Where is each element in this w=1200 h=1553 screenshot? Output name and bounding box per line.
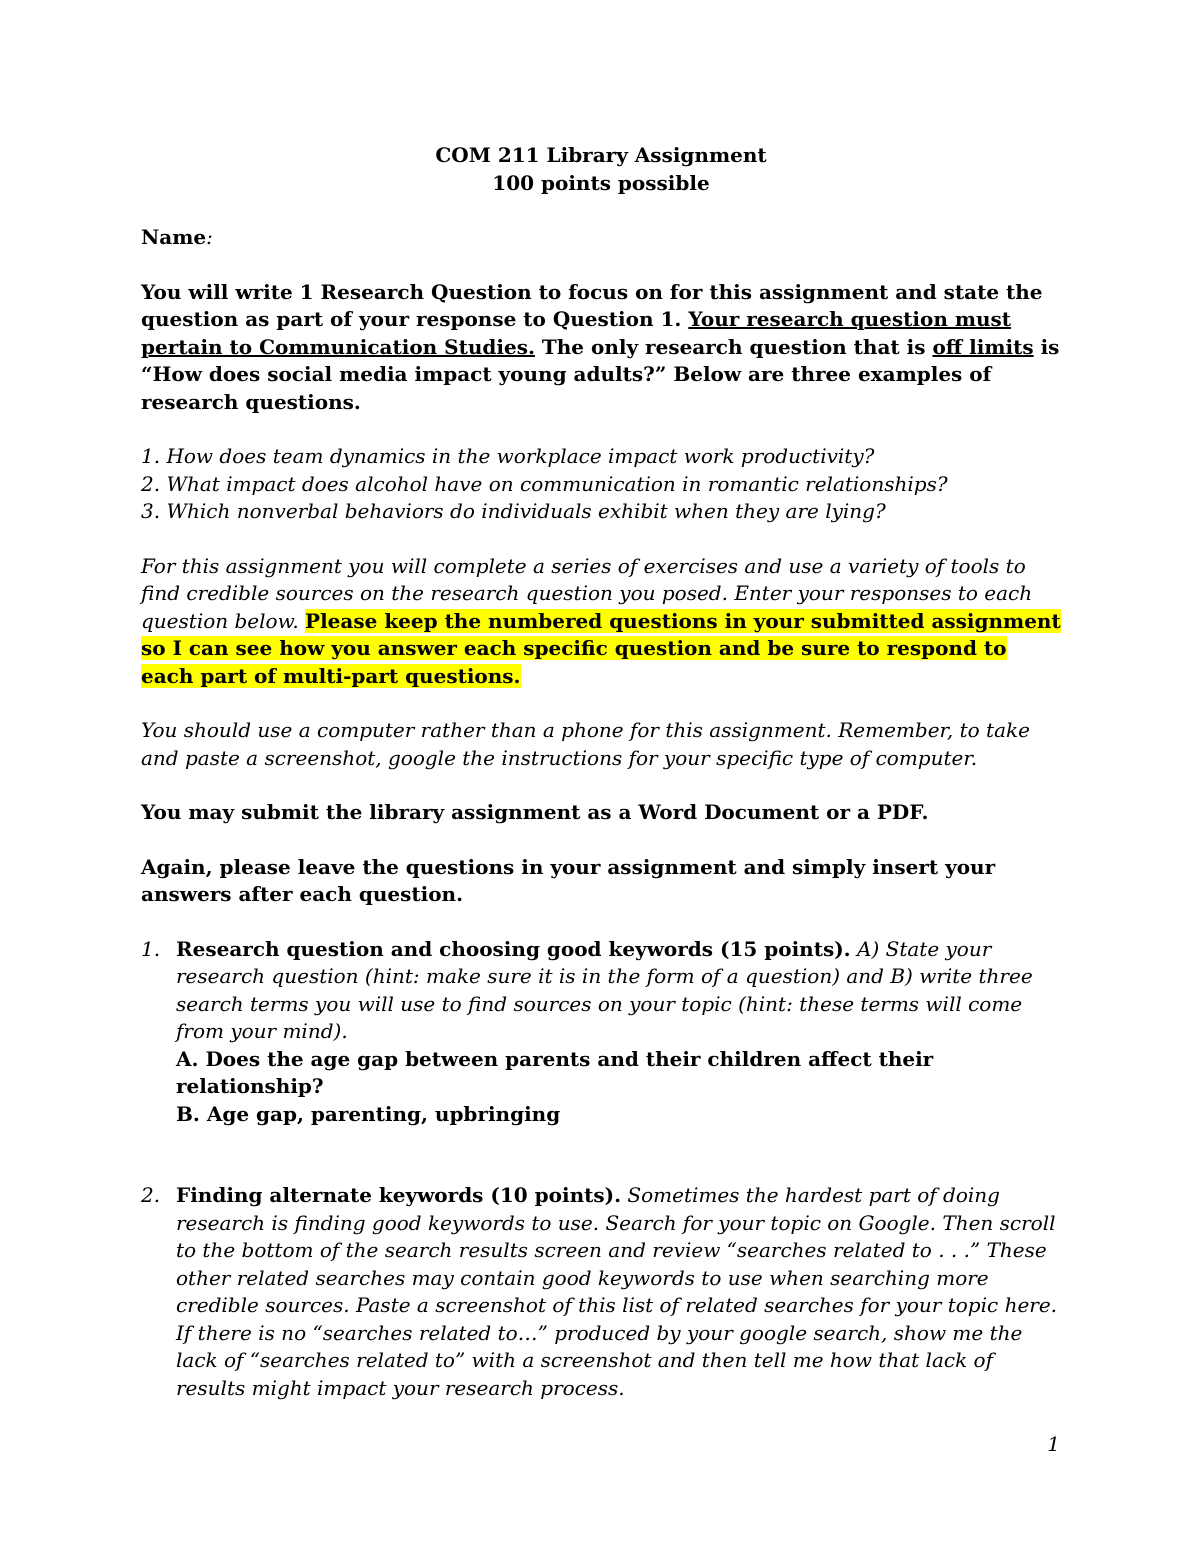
question-item [141, 1182, 1061, 1402]
answer-b: B. Age gap, parenting, upbringing [176, 1101, 561, 1126]
question-number: 1. [141, 936, 161, 961]
instructions-italic: For this assignment you will complete a series of exercises and use a variety of tools to find credible sources on the research question you posed. Enter your responses to each question below. [141, 553, 1033, 633]
instructions-paragraph [141, 553, 1061, 691]
document-title-block [141, 141, 1061, 197]
page-number: 1 [1047, 1432, 1060, 1456]
answer-a: A. Does the age gap between parents and their children affect their relationship? [176, 1046, 934, 1098]
question-heading: Finding alternate keywords (10 points). [176, 1183, 622, 1207]
name-label: Name [141, 225, 207, 249]
question-body: Sometimes the hardest part of doing research is finding good keywords to use. Search for your topic on Google. Then scroll to the bottom of the search results screen and review “searches related to . . .” These other related searches may contain good keywords to use when searching more credible sources. Paste a screenshot of this list of related searches for your topic here. If there is no “searches related to…” produced by your google search, show me the lack of “searches related to” with a screenshot and then tell me how that lack of results might impact your research process. [176, 1183, 1058, 1400]
question-list [141, 936, 1061, 1403]
example-question: 3. Which nonverbal behaviors do individuals exhibit when they are lying? [141, 499, 886, 523]
name-line [141, 224, 1061, 252]
example-questions [141, 443, 1061, 526]
intro-part2: The only research question that is [534, 334, 933, 359]
again-note: Again, please leave the questions in your assignment and simply insert your answers after each question. [141, 854, 996, 906]
question-body: A) State your research question (hint: make sure it is in the form of a question) and B) write three search terms you will use to find sources on your topic (hint: these terms will come from your mind). [176, 936, 1033, 1043]
question-item [141, 936, 1061, 1129]
instructions-highlighted: Please keep the numbered questions in your submitted assignment so I can see how you answer each specific question and be sure to respond to each part of multi-part questions. [141, 608, 1061, 688]
intro-off-limits: off limits [932, 334, 1034, 359]
document-subtitle: 100 points possible [492, 171, 710, 195]
intro-paragraph [141, 279, 1061, 417]
submit-note: You may submit the library assignment as a Word Document or a PDF. [141, 800, 929, 824]
name-colon: : [206, 225, 213, 249]
intro-underlined: Your research question must pertain to Communication Studies. [141, 307, 1012, 359]
question-number: 2. [141, 1183, 161, 1207]
document-body [141, 141, 1061, 1402]
example-question: 1. How does team dynamics in the workplace impact work productivity? [141, 444, 875, 468]
intro-part3: is “How does social media impact young adults?” Below are three examples of research questions. [141, 334, 1060, 414]
question-heading: Research question and choosing good keywords (15 points). [176, 936, 851, 961]
intro-part1: You will write 1 Research Question to focus on for this assignment and state the question as part of your response to Question 1. [141, 279, 1043, 331]
computer-note: You should use a computer rather than a phone for this assignment. Remember, to take and paste a screenshot, google the instructions for your specific type of computer. [141, 718, 1030, 770]
document-title: COM 211 Library Assignment [435, 143, 767, 167]
example-question: 2. What impact does alcohol have on communication in romantic relationships? [141, 471, 948, 496]
